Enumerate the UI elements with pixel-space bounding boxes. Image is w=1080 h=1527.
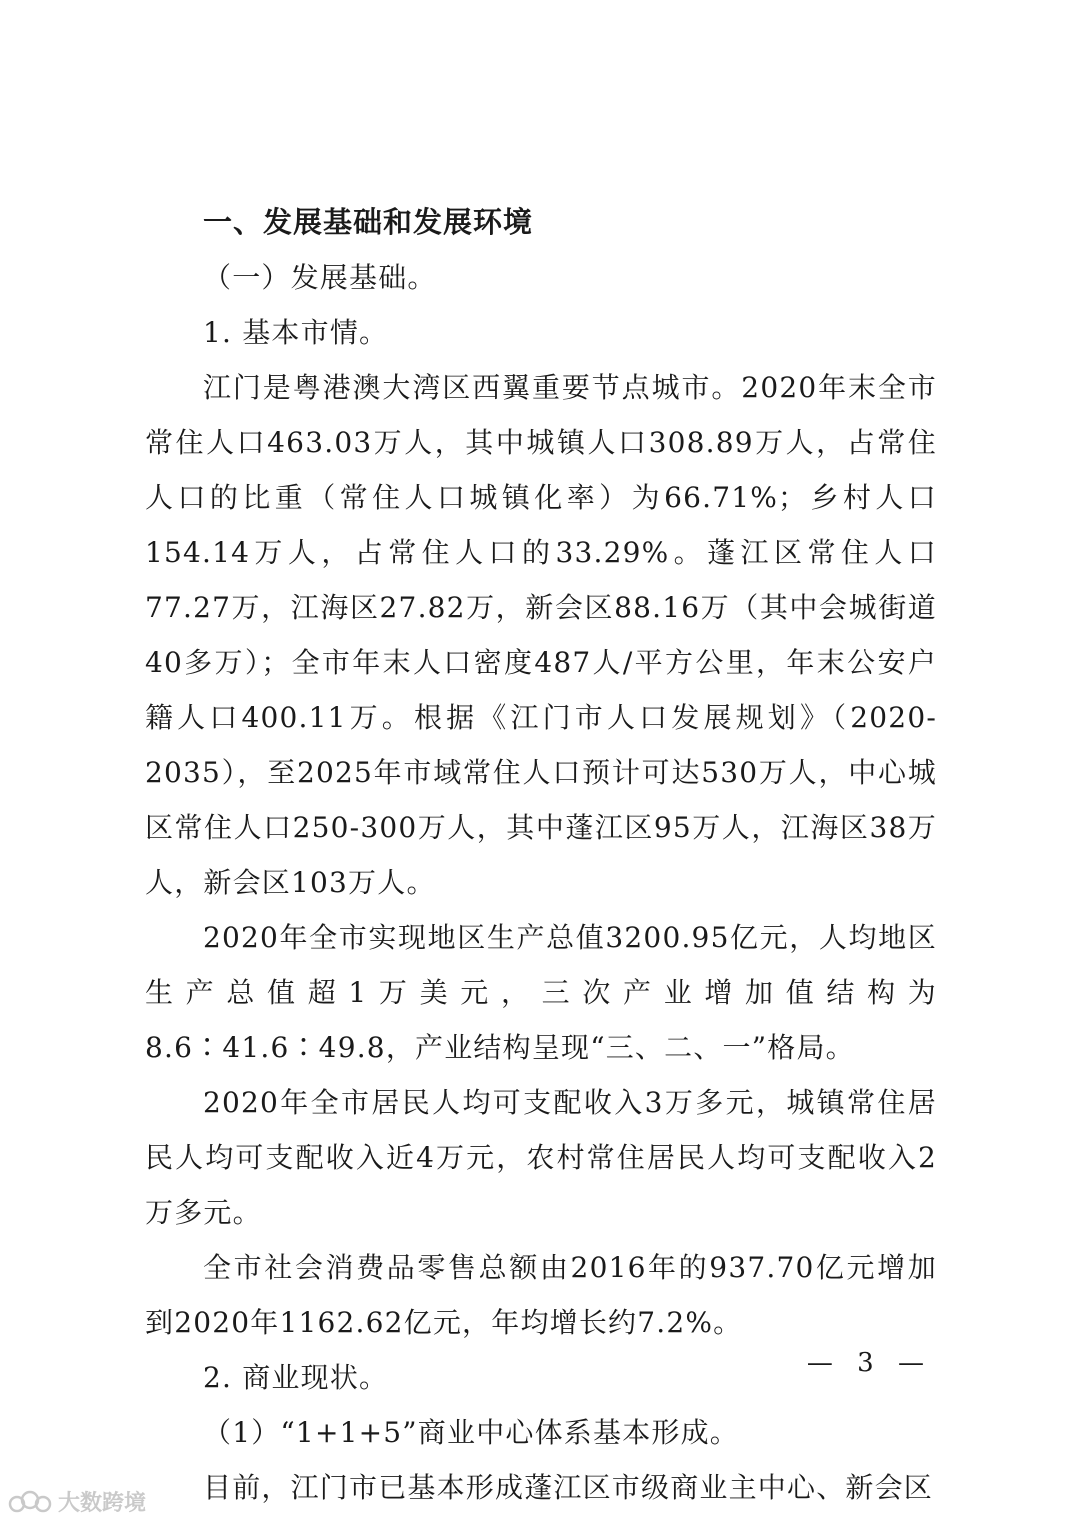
watermark	[8, 1486, 146, 1517]
cloud-logo-icon	[8, 1489, 52, 1515]
section-heading: 一、发展基础和发展环境	[203, 205, 534, 239]
document-body	[145, 196, 937, 1515]
paragraph-gdp: 2020年全市实现地区生产总值3200.95亿元，人均地区生产总值超1万美元，三次产业增加值结构为8.6∶41.6∶49.8，产业结构呈现“三、二、一”格局。	[145, 921, 937, 1064]
item-subheading-commerce-system: （1）“1+1+5”商业中心体系基本形成。	[203, 1416, 740, 1449]
paragraph-population: 江门是粤港澳大湾区西翼重要节点城市。2020年末全市常住人口463.03万人，其中城镇人口308.89万人，占常住人口的比重（常住人口城镇化率）为66.71%；乡村人口154.14万人，占常住人口的33.29%。蓬江区常住人口77.27万，江海区27.82万，新会区88.16万（其中会城街道40多万）；全市年末人口密度487人/平方公里，年末公安户籍人口400.11万。根据《江门市人口发展规划》（2020-2035），至2025年市域常住人口预计可达530万人，中心城区常住人口250-300万人，其中蓬江区95万人，江海区38万人，新会区103万人。	[145, 371, 937, 899]
paragraph-income: 2020年全市居民人均可支配收入3万多元，城镇常住居民人均可支配收入近4万元，农村常住居民人均可支配收入2万多元。	[145, 1086, 937, 1229]
subsection-heading: （一）发展基础。	[203, 261, 437, 294]
paragraph-retail-sales: 全市社会消费品零售总额由2016年的937.70亿元增加到2020年1162.62亿元，年均增长约7.2%。	[145, 1251, 937, 1339]
paragraph-commerce-centers: 目前，江门市已基本形成蓬江区市级商业主中心、新会区	[203, 1471, 934, 1504]
watermark-text: 大数跨境	[58, 1491, 147, 1516]
item-heading-commerce-status: 2. 商业现状。	[203, 1361, 389, 1394]
item-heading-basic-city-info: 1. 基本市情。	[203, 316, 389, 349]
page-number: — 3 —	[806, 1348, 932, 1378]
